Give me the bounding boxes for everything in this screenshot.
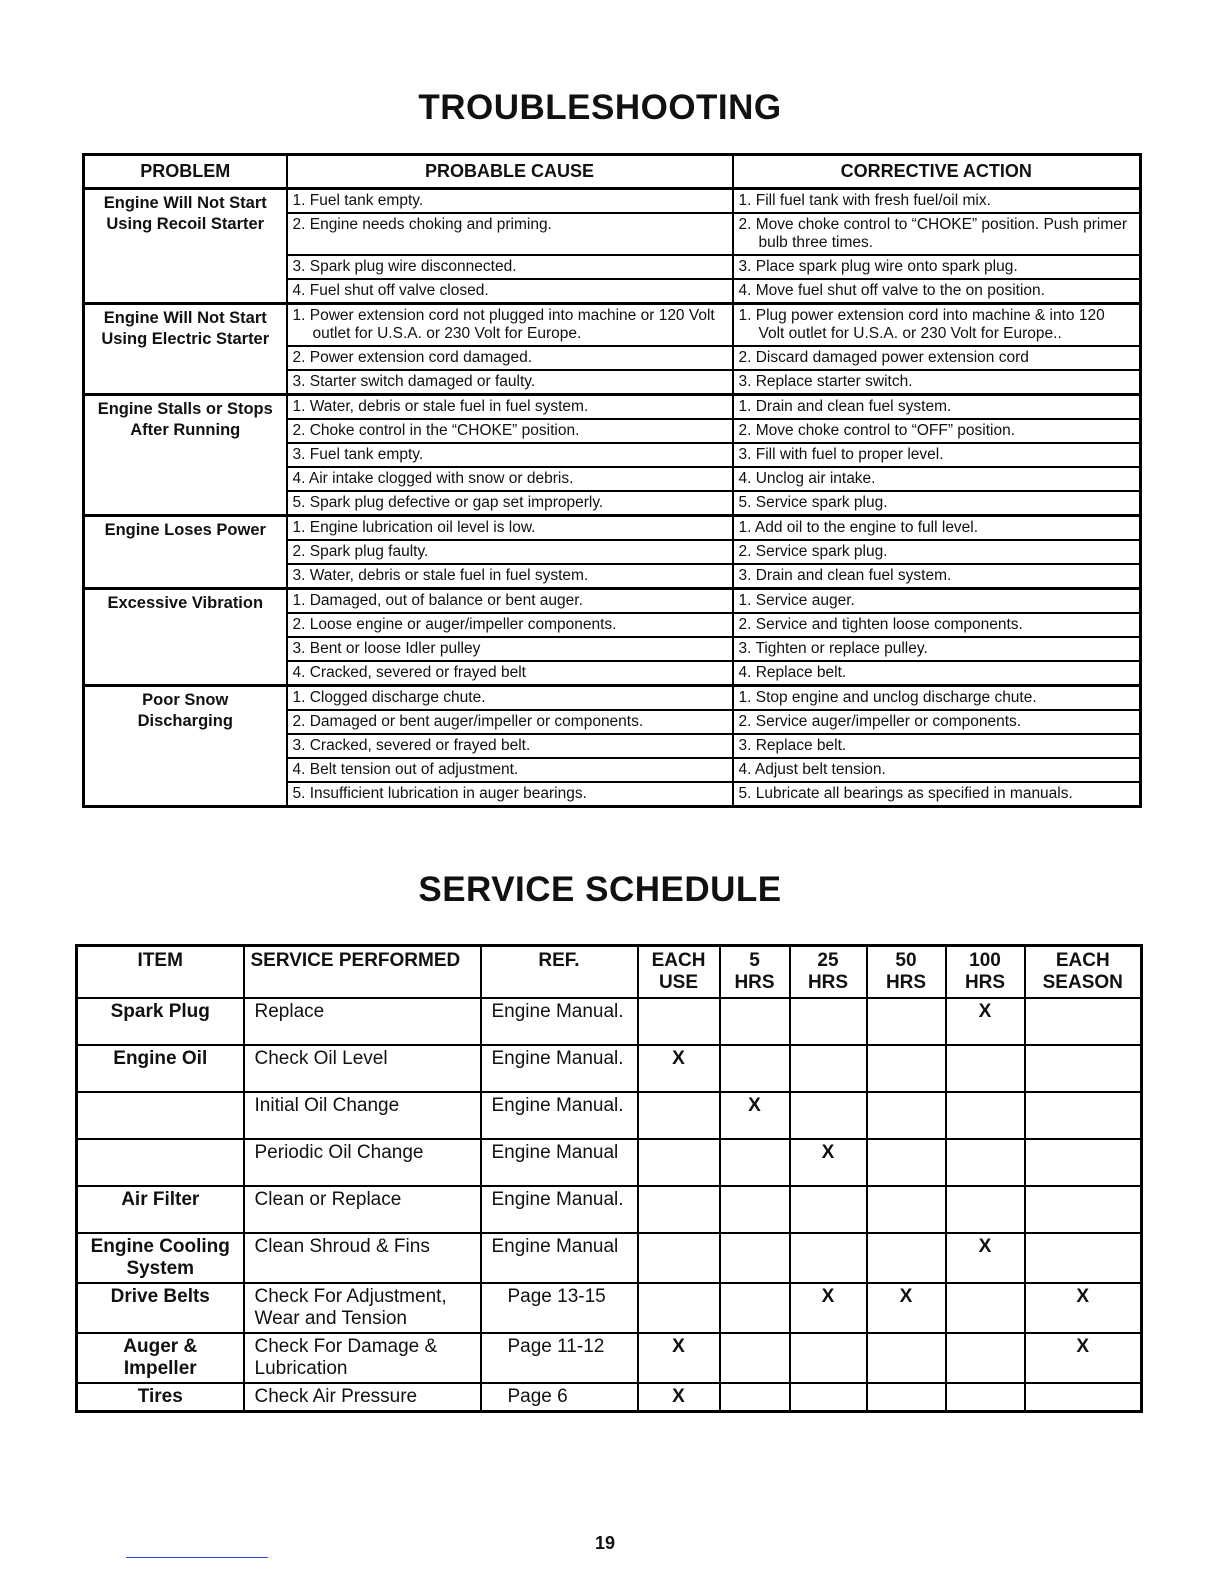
probable-cause-text: 5. Spark plug defective or gap set improperly. (292, 494, 604, 511)
probable-cause-cell (287, 637, 733, 661)
probable-cause-cell (287, 758, 733, 782)
schedule-row (77, 1186, 1142, 1233)
corrective-action-cell (733, 637, 1141, 661)
schedule-service-label: Replace (254, 1001, 325, 1022)
schedule-interval-mark (720, 998, 790, 1045)
probable-cause-cell (287, 370, 733, 395)
schedule-row (77, 1045, 1142, 1092)
probable-cause-text: 1. Clogged discharge chute. (292, 689, 486, 706)
schedule-item-label: Engine Oil (113, 1048, 208, 1069)
service-schedule-title: SERVICE SCHEDULE (418, 870, 782, 909)
probable-cause-text: 1. Engine lubrication oil level is low. (292, 519, 536, 536)
schedule-item-cell (77, 1333, 244, 1383)
schedule-ref-cell: Page 6 (481, 1383, 638, 1412)
schedule-ref-cell: Engine Manual. (481, 998, 638, 1045)
schedule-interval-mark (790, 1233, 867, 1283)
corrective-action-text: 2. Move choke control to “CHOKE” position. Push primer bulb three times. (738, 216, 1128, 251)
schedule-interval-mark (946, 1283, 1025, 1333)
schedule-header-cell (244, 946, 481, 999)
schedule-item-cell (77, 998, 244, 1045)
corrective-action-cell (733, 710, 1141, 734)
schedule-interval-mark: X (720, 1092, 790, 1139)
bottom-rule (126, 1557, 268, 1558)
schedule-header-cell (946, 946, 1025, 999)
schedule-interval-mark (1025, 1186, 1142, 1233)
schedule-interval-mark (720, 1045, 790, 1092)
corrective-action-text: 3. Drain and clean fuel system. (738, 567, 952, 584)
problem-label: Engine Loses Power (104, 521, 266, 539)
schedule-interval-mark: X (946, 998, 1025, 1045)
schedule-item-cell (77, 1045, 244, 1092)
schedule-row (77, 1139, 1142, 1186)
schedule-interval-mark (790, 1383, 867, 1412)
schedule-service-label: Periodic Oil Change (254, 1142, 424, 1163)
corrective-action-text: 5. Lubricate all bearings as specified in manuals. (738, 785, 1073, 802)
troubleshooting-header-row (84, 155, 1141, 189)
schedule-interval-mark: X (638, 1333, 720, 1383)
probable-cause-text: 3. Cracked, severed or frayed belt. (292, 737, 531, 754)
schedule-interval-mark (1025, 1045, 1142, 1092)
corrective-action-cell (733, 589, 1141, 614)
probable-cause-cell (287, 443, 733, 467)
probable-cause-cell (287, 395, 733, 420)
corrective-action-cell (733, 734, 1141, 758)
corrective-action-text: 1. Service auger. (738, 592, 855, 609)
probable-cause-text: 4. Belt tension out of adjustment. (292, 761, 519, 778)
corrective-action-cell (733, 395, 1141, 420)
probable-cause-text: 3. Spark plug wire disconnected. (292, 258, 517, 275)
probable-cause-cell (287, 516, 733, 541)
schedule-service-cell (244, 1283, 481, 1333)
corrective-action-text: 3. Replace starter switch. (738, 373, 913, 390)
schedule-header-cell (790, 946, 867, 999)
corrective-action-cell (733, 540, 1141, 564)
schedule-row (77, 1092, 1142, 1139)
schedule-interval-mark (790, 998, 867, 1045)
schedule-header-label: REF. (538, 950, 580, 971)
corrective-action-text: 5. Service spark plug. (738, 494, 888, 511)
schedule-interval-mark (720, 1186, 790, 1233)
schedule-interval-mark (867, 1045, 946, 1092)
troubleshooting-table (82, 153, 1142, 808)
problem-label: Discharging (137, 712, 233, 730)
probable-cause-cell (287, 467, 733, 491)
probable-cause-cell (287, 589, 733, 614)
schedule-item-cell (77, 1383, 244, 1412)
schedule-service-cell (244, 1092, 481, 1139)
troubleshooting-row (84, 395, 1141, 420)
schedule-header-label: 50 (895, 950, 917, 971)
schedule-header-label: HRS (734, 972, 775, 993)
schedule-service-label: Check Air Pressure (254, 1386, 418, 1407)
schedule-interval-mark (720, 1333, 790, 1383)
probable-cause-text: 3. Starter switch damaged or faulty. (292, 373, 536, 390)
corrective-action-cell (733, 661, 1141, 686)
corrective-action-cell (733, 304, 1141, 347)
corrective-action-cell (733, 189, 1141, 214)
schedule-service-label: Check Oil Level (254, 1048, 388, 1069)
corrective-action-cell (733, 213, 1141, 255)
troubleshooting-body (84, 189, 1141, 807)
schedule-service-cell (244, 1045, 481, 1092)
schedule-interval-mark (638, 1092, 720, 1139)
corrective-action-text: 2. Service auger/impeller or components. (738, 713, 1022, 730)
schedule-service-label: Clean Shroud & Fins (254, 1236, 430, 1257)
probable-cause-text: 4. Fuel shut off valve closed. (292, 282, 489, 299)
schedule-service-label: Clean or Replace (254, 1189, 402, 1210)
troubleshooting-row (84, 304, 1141, 347)
problem-cell (84, 304, 287, 395)
problem-label: Engine Will Not Start (103, 194, 267, 212)
corrective-action-cell (733, 419, 1141, 443)
corrective-action-text: 4. Unclog air intake. (738, 470, 876, 487)
schedule-interval-mark (946, 1383, 1025, 1412)
schedule-interval-mark: X (638, 1045, 720, 1092)
schedule-interval-mark: X (946, 1233, 1025, 1283)
service-schedule-body (77, 998, 1142, 1412)
probable-cause-cell (287, 279, 733, 304)
probable-cause-text: 5. Insufficient lubrication in auger bearings. (292, 785, 587, 802)
schedule-interval-mark (867, 1139, 946, 1186)
schedule-header-cell (77, 946, 244, 999)
schedule-service-label: Initial Oil Change (254, 1095, 400, 1116)
probable-cause-cell (287, 491, 733, 516)
probable-cause-cell (287, 613, 733, 637)
probable-cause-cell (287, 189, 733, 214)
troubleshooting-row (84, 589, 1141, 614)
probable-cause-text: 2. Loose engine or auger/impeller components. (292, 616, 617, 633)
schedule-interval-mark (867, 998, 946, 1045)
schedule-item-cell (77, 1139, 244, 1186)
probable-cause-text: 2. Power extension cord damaged. (292, 349, 533, 366)
schedule-interval-mark (946, 1045, 1025, 1092)
probable-cause-text: 1. Water, debris or stale fuel in fuel system. (292, 398, 589, 415)
problem-label: Using Recoil Starter (106, 215, 265, 233)
schedule-interval-mark (790, 1092, 867, 1139)
schedule-header-label: HRS (885, 972, 927, 993)
schedule-service-cell (244, 1333, 481, 1383)
corrective-action-text: 2. Service spark plug. (738, 543, 888, 560)
corrective-action-cell (733, 491, 1141, 516)
corrective-action-text: 1. Drain and clean fuel system. (738, 398, 952, 415)
schedule-interval-mark (720, 1233, 790, 1283)
header-probable-cause: PROBABLE CAUSE (287, 155, 733, 189)
schedule-row (77, 998, 1142, 1045)
schedule-item-cell (77, 1233, 244, 1283)
schedule-interval-mark (1025, 998, 1142, 1045)
schedule-interval-mark (867, 1092, 946, 1139)
schedule-header-cell (867, 946, 946, 999)
probable-cause-text: 3. Bent or loose Idler pulley (292, 640, 481, 657)
schedule-interval-mark (638, 1233, 720, 1283)
problem-label: Poor Snow (142, 691, 229, 709)
corrective-action-cell (733, 467, 1141, 491)
schedule-ref-cell: Engine Manual. (481, 1045, 638, 1092)
schedule-item-label: Spark Plug (110, 1001, 210, 1022)
schedule-interval-mark (1025, 1383, 1142, 1412)
probable-cause-cell (287, 540, 733, 564)
problem-label: Engine Will Not Start (103, 309, 267, 327)
probable-cause-text: 4. Air intake clogged with snow or debris. (292, 470, 574, 487)
schedule-header-label: USE (658, 972, 699, 993)
schedule-ref-cell: Page 13-15 (481, 1283, 638, 1333)
schedule-interval-mark (1025, 1233, 1142, 1283)
problem-cell (84, 189, 287, 304)
probable-cause-text: 1. Fuel tank empty. (292, 192, 424, 209)
problem-label: Engine Stalls or Stops (97, 400, 273, 418)
probable-cause-text: 2. Engine needs choking and priming. (292, 216, 552, 233)
service-schedule-header-row (77, 946, 1142, 999)
schedule-item-label: Auger & (123, 1336, 198, 1357)
schedule-row (77, 1233, 1142, 1283)
corrective-action-text: 1. Stop engine and unclog discharge chute. (738, 689, 1037, 706)
corrective-action-cell (733, 370, 1141, 395)
schedule-header-label: HRS (807, 972, 849, 993)
schedule-ref-cell: Page 11-12 (481, 1333, 638, 1383)
schedule-interval-mark (946, 1186, 1025, 1233)
schedule-item-cell (77, 1283, 244, 1333)
schedule-interval-mark (1025, 1139, 1142, 1186)
schedule-service-cell (244, 998, 481, 1045)
probable-cause-cell (287, 661, 733, 686)
schedule-interval-mark (867, 1233, 946, 1283)
schedule-interval-mark (720, 1139, 790, 1186)
corrective-action-cell (733, 443, 1141, 467)
probable-cause-cell (287, 255, 733, 279)
probable-cause-cell (287, 213, 733, 255)
schedule-interval-mark (867, 1186, 946, 1233)
corrective-action-cell (733, 758, 1141, 782)
corrective-action-text: 3. Fill with fuel to proper level. (738, 446, 944, 463)
schedule-item-cell (77, 1186, 244, 1233)
corrective-action-cell (733, 686, 1141, 711)
troubleshooting-row (84, 686, 1141, 711)
probable-cause-cell (287, 710, 733, 734)
schedule-item-label: Drive Belts (110, 1286, 210, 1307)
probable-cause-text: 3. Fuel tank empty. (292, 446, 424, 463)
corrective-action-text: 3. Tighten or replace pulley. (738, 640, 928, 657)
problem-label: After Running (130, 421, 241, 439)
schedule-interval-mark (720, 1383, 790, 1412)
schedule-header-label: EACH (1055, 950, 1110, 971)
probable-cause-text: 2. Spark plug faulty. (292, 543, 429, 560)
schedule-header-label: EACH (651, 950, 706, 971)
schedule-header-label: 5 (749, 950, 760, 971)
corrective-action-cell (733, 782, 1141, 807)
corrective-action-text: 2. Discard damaged power extension cord (738, 349, 1029, 366)
schedule-interval-mark: X (867, 1283, 946, 1333)
corrective-action-text: 1. Fill fuel tank with fresh fuel/oil mix. (738, 192, 991, 209)
schedule-service-cell (244, 1186, 481, 1233)
schedule-header-label: HRS (964, 972, 1006, 993)
problem-cell (84, 686, 287, 807)
corrective-action-text: 2. Move choke control to “OFF” position. (738, 422, 1016, 439)
corrective-action-cell (733, 346, 1141, 370)
corrective-action-text: 2. Service and tighten loose components. (738, 616, 1023, 633)
schedule-header-label: ITEM (137, 950, 183, 971)
probable-cause-text: 1. Power extension cord not plugged into machine or 120 Volt outlet for U.S.A. or 230 Volt for Europe. (292, 307, 715, 342)
corrective-action-text: 3. Place spark plug wire onto spark plug. (738, 258, 1018, 275)
troubleshooting-row (84, 189, 1141, 214)
schedule-ref-cell: Engine Manual. (481, 1186, 638, 1233)
schedule-interval-mark (638, 998, 720, 1045)
schedule-header-label: SEASON (1042, 972, 1123, 993)
schedule-item-label: System (126, 1258, 195, 1279)
schedule-header-label: SERVICE PERFORMED (250, 950, 461, 971)
corrective-action-text: 4. Move fuel shut off valve to the on position. (738, 282, 1045, 299)
problem-cell (84, 589, 287, 686)
corrective-action-cell (733, 255, 1141, 279)
schedule-row (77, 1333, 1142, 1383)
page-number: 19 (594, 1533, 616, 1553)
header-problem: PROBLEM (84, 155, 287, 189)
corrective-action-cell (733, 516, 1141, 541)
corrective-action-text: 4. Adjust belt tension. (738, 761, 886, 778)
probable-cause-cell (287, 304, 733, 347)
problem-cell (84, 516, 287, 589)
schedule-interval-mark (790, 1333, 867, 1383)
schedule-interval-mark (790, 1045, 867, 1092)
schedule-row (77, 1383, 1142, 1412)
schedule-interval-mark: X (1025, 1333, 1142, 1383)
schedule-header-label: 25 (817, 950, 839, 971)
probable-cause-cell (287, 782, 733, 807)
schedule-service-cell (244, 1383, 481, 1412)
schedule-service-cell (244, 1233, 481, 1283)
schedule-interval-mark: X (638, 1383, 720, 1412)
schedule-header-cell (481, 946, 638, 999)
schedule-interval-mark (720, 1283, 790, 1333)
schedule-interval-mark: X (1025, 1283, 1142, 1333)
probable-cause-cell (287, 734, 733, 758)
schedule-interval-mark (946, 1092, 1025, 1139)
schedule-ref-cell: Engine Manual (481, 1233, 638, 1283)
corrective-action-text: 3. Replace belt. (738, 737, 847, 754)
corrective-action-cell (733, 564, 1141, 589)
probable-cause-cell (287, 346, 733, 370)
probable-cause-text: 2. Damaged or bent auger/impeller or components. (292, 713, 644, 730)
schedule-header-cell (1025, 946, 1142, 999)
probable-cause-text: 4. Cracked, severed or frayed belt (292, 664, 526, 681)
corrective-action-text: 1. Add oil to the engine to full level. (738, 519, 979, 536)
schedule-service-label: Wear and Tension (254, 1308, 407, 1329)
schedule-header-cell (638, 946, 720, 999)
schedule-interval-mark (1025, 1092, 1142, 1139)
schedule-service-label: Check For Damage & (254, 1336, 438, 1357)
schedule-service-cell (244, 1139, 481, 1186)
schedule-ref-cell: Engine Manual. (481, 1092, 638, 1139)
schedule-interval-mark (946, 1333, 1025, 1383)
probable-cause-cell (287, 419, 733, 443)
troubleshooting-row (84, 516, 1141, 541)
corrective-action-cell (733, 613, 1141, 637)
schedule-interval-mark (867, 1333, 946, 1383)
schedule-service-label: Lubrication (254, 1358, 348, 1379)
schedule-item-label: Tires (137, 1386, 183, 1407)
schedule-item-label: Impeller (123, 1358, 197, 1379)
schedule-ref-cell: Engine Manual (481, 1139, 638, 1186)
schedule-interval-mark (638, 1186, 720, 1233)
probable-cause-cell (287, 686, 733, 711)
schedule-interval-mark: X (790, 1283, 867, 1333)
schedule-header-label: 100 (969, 950, 1001, 971)
schedule-service-label: Check For Adjustment, (254, 1286, 447, 1307)
problem-label: Using Electric Starter (101, 330, 270, 348)
corrective-action-cell (733, 279, 1141, 304)
schedule-interval-mark (946, 1139, 1025, 1186)
schedule-row (77, 1283, 1142, 1333)
schedule-item-cell (77, 1092, 244, 1139)
schedule-header-cell (720, 946, 790, 999)
schedule-interval-mark (867, 1383, 946, 1412)
corrective-action-text: 4. Replace belt. (738, 664, 847, 681)
probable-cause-text: 3. Water, debris or stale fuel in fuel system. (292, 567, 589, 584)
problem-label: Excessive Vibration (107, 594, 264, 612)
probable-cause-text: 2. Choke control in the “CHOKE” position. (292, 422, 580, 439)
schedule-item-label: Air Filter (121, 1189, 200, 1210)
schedule-item-label: Engine Cooling (90, 1236, 230, 1257)
schedule-interval-mark (638, 1139, 720, 1186)
schedule-interval-mark: X (790, 1139, 867, 1186)
schedule-interval-mark (638, 1283, 720, 1333)
troubleshooting-title: TROUBLESHOOTING (418, 88, 782, 127)
probable-cause-text: 1. Damaged, out of balance or bent auger. (292, 592, 583, 609)
problem-cell (84, 395, 287, 516)
service-schedule-table (75, 944, 1143, 1413)
corrective-action-text: 1. Plug power extension cord into machine & into 120 Volt outlet for U.S.A. or 230 Volt for Europe.. (738, 307, 1105, 342)
probable-cause-cell (287, 564, 733, 589)
schedule-interval-mark (790, 1186, 867, 1233)
header-corrective-action: CORRECTIVE ACTION (733, 155, 1141, 189)
